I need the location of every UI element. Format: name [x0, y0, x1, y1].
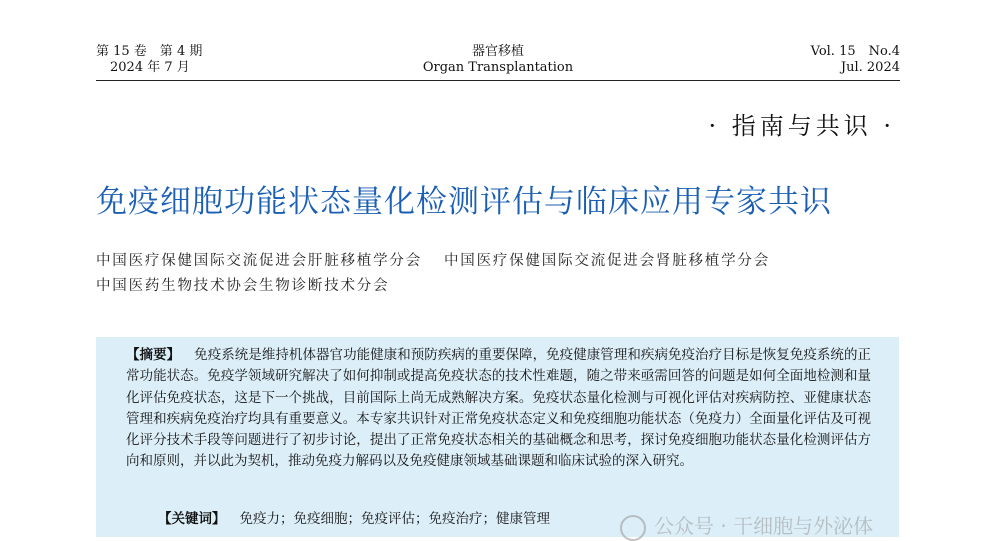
affiliation-2: 中国医疗保健国际交流促进会肾脏移植学分会	[444, 253, 770, 269]
wechat-icon	[620, 515, 646, 541]
watermark-text: 公众号 · 干细胞与外泌体	[654, 514, 874, 538]
volume-issue: 第 15 卷 第 4 期	[96, 44, 203, 59]
abstract-tag: 【摘要】	[126, 347, 181, 363]
article-title: 免疫细胞功能状态量化检测评估与临床应用专家共识	[96, 184, 832, 220]
keywords-text: 免疫力；免疫细胞；免疫评估；免疫治疗；健康管理	[239, 511, 550, 527]
keywords	[158, 507, 550, 527]
journal-name-en: Organ Transplantation	[422, 60, 574, 75]
affiliation-3: 中国医药生物技术协会生物诊断技术分会	[96, 278, 390, 294]
header-center	[96, 44, 900, 76]
affiliation-1: 中国医疗保健国际交流促进会肝脏移植学分会	[96, 253, 422, 269]
keywords-tag: 【关键词】	[158, 511, 226, 527]
page-header	[96, 44, 900, 80]
volume-en: Vol. 15 No.4	[810, 44, 900, 59]
journal-name-cn: 器官移植	[471, 44, 524, 59]
header-rule	[96, 80, 900, 81]
section-label: · 指南与共识 ·	[708, 112, 895, 140]
header-right	[811, 44, 900, 76]
author-affiliations	[96, 249, 770, 299]
date-en: Jul. 2024	[840, 60, 900, 75]
date-cn: 2024 年 7 月	[110, 60, 190, 75]
abstract-box	[96, 337, 899, 537]
abstract-text: 免疫系统是维持机体器官功能健康和预防疾病的重要保障，免疫健康管理和疾病免疫治疗目标是恢复免疫系统的正常功能状态。免疫学领域研究解决了如何抑制或提高免疫状态的技术性难题，随之带来亟需回答的问题是如何全面地检测和量化评估免疫状态，这是下一个挑战，目前国际上尚无成熟解决方案。免疫状态量化检测与可视化评估对疾病防控、亚健康状态管理和疾病免疫治疗均具有重要意义。本专家共识针对正常免疫状态定义和免疫细胞功能状态（免疫力）全面量化评估及可视化评分技术手段等问题进行了初步讨论，提出了正常免疫状态相关的基础概念和思考，探讨免疫细胞功能状态量化检测评估方向和原则，并以此为契机，推动免疫力解码以及免疫健康领域基础课题和临床试验的深入研究。	[126, 347, 872, 470]
watermark	[620, 510, 873, 541]
abstract	[126, 345, 871, 473]
